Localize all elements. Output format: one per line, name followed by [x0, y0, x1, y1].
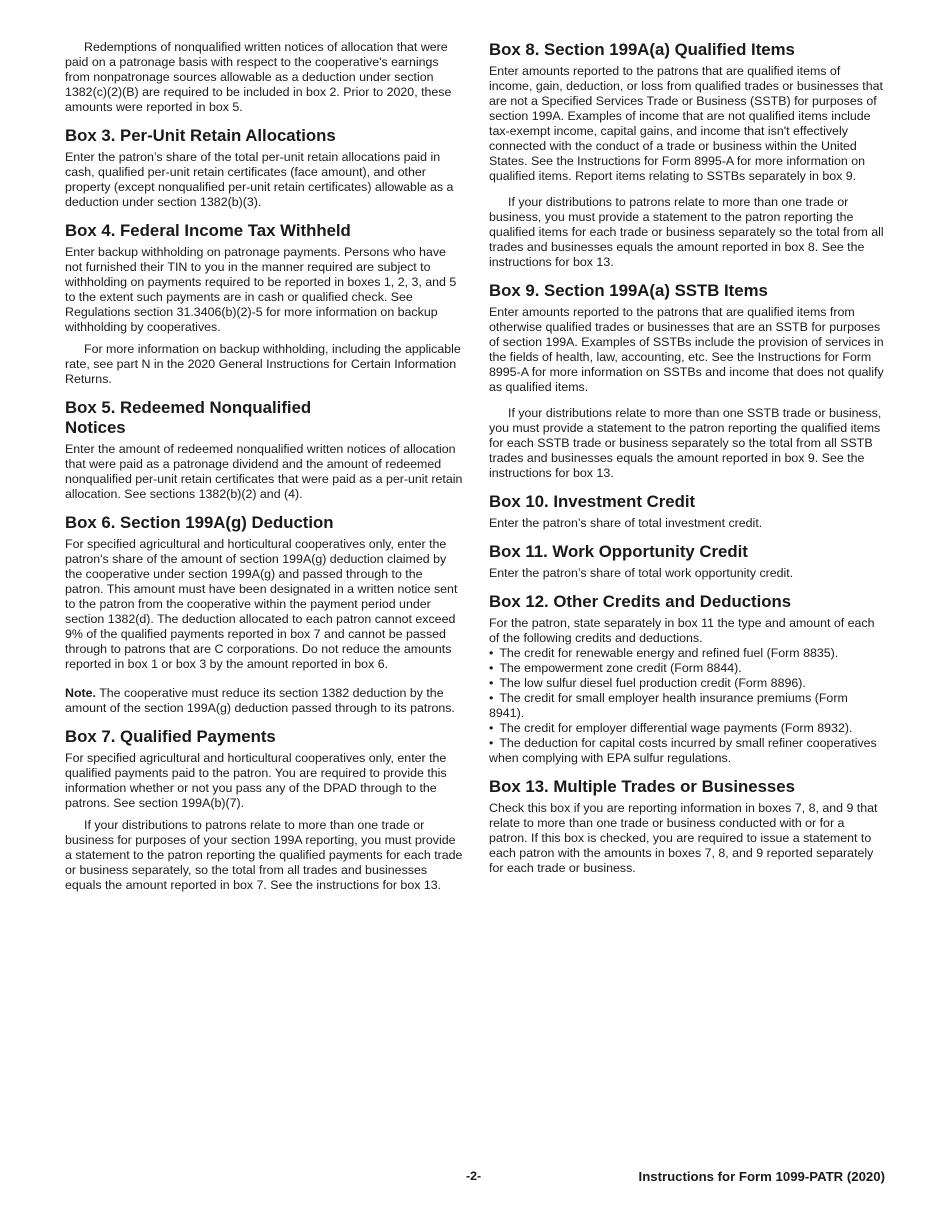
- box6-note: [65, 686, 463, 716]
- box5-heading-line1: Box 5. Redeemed Nonqualified: [65, 398, 312, 417]
- box8-paragraph-2: If your distributions to patrons relate to more than one trade or business, you must provide a statement to the patron reporting the qualified items for each trade or business separately so the total from all trades and businesses equals the amount reported in box 8. See the instructions for box 13.: [489, 195, 884, 269]
- right-column: [489, 40, 885, 883]
- page-number: -2-: [466, 1169, 482, 1183]
- box12-heading: Box 12. Other Credits and Deductions: [489, 592, 792, 611]
- box3-paragraph: Enter the patron’s share of the total per-unit retain allocations paid in cash, qualified per-unit retain certificates (face amount), and other property (except nonqualified per-unit retain certificates) allowable as a deduction under section 1382(b)(3).: [65, 150, 454, 209]
- box7-paragraph-2: If your distributions to patrons relate to more than one trade or business for purposes of your section 199A reporting, you must provide a statement to the patron reporting the qualified payments for each trade or business separately, so the total from all trades and businesses equals the amount reported in box 7. See the instructions for box 13.: [65, 818, 463, 892]
- box5-paragraph: Enter the amount of redeemed nonqualified written notices of allocation that were paid as a patronage dividend and the amount of redeemed nonqualified per-unit retain certificates that were paid as a per-unit retain allocation. See sections 1382(b)(2) and (4).: [65, 442, 463, 501]
- list-item: • The credit for renewable energy and refined fuel (Form 8835).: [489, 646, 885, 661]
- note-text: The cooperative must reduce its section 1382 deduction by the amount of the section 199A(g) deduction passed through to its patrons.: [65, 686, 455, 715]
- box9-paragraph-1: Enter amounts reported to the patrons that are qualified items from otherwise qualified trades or businesses that are an SSTB for purposes of section 199A. Examples of SSTBs include the provision of services in the fields of health, law, accounting, etc. See the Instructions for Form 8995-A for more information on SSTBs and income that does not qualify as qualified items.: [489, 305, 884, 394]
- box6-paragraph: For specified agricultural and horticultural cooperatives only, enter the patron's share of the amount of section 199A(g) deduction claimed by the cooperative under section 199A(g) and passed through to the patron. This amount must have been designated in a written notice sent to the patron from the cooperative within the payment period under section 1382(d). The deduction allocated to each patron cannot exceed 9% of the qualified payments reported in box 7 and cannot be passed through to patrons that are C corporations. Do not reduce the amounts reported in box 1 or box 3 by the amount reported in box 6.: [65, 537, 458, 671]
- box4-paragraph-1: Enter backup withholding on patronage payments. Persons who have not furnished their TIN to you in the manner required are subject to withholding on payments required to be reported in boxes 1, 2, 3, and 5 to the extent such payments are in cash or qualified check. See Regulations section 31.3406(b)(2)-5 for more information on backup withholding by cooperatives.: [65, 245, 457, 334]
- document-title: Instructions for Form 1099-PATR (2020): [638, 1169, 885, 1184]
- box9-heading: Box 9. Section 199A(a) SSTB Items: [489, 281, 768, 300]
- box12-bullet-list: [489, 646, 885, 766]
- box13-paragraph: Check this box if you are reporting information in boxes 7, 8, and 9 that relate to more than one trade or business conducted with or for a patron. If this box is checked, you are required to issue a statement to each patron with the amounts in boxes 7, 8, and 9 reported separately for each trade or business.: [489, 801, 878, 875]
- box8-heading: Box 8. Section 199A(a) Qualified Items: [489, 40, 795, 59]
- left-column: [65, 40, 463, 900]
- box9-paragraph-2: If your distributions relate to more than one SSTB trade or business, you must provide a statement to the patron reporting the qualified items for each SSTB trade or business separately so the total from all SSTB trades and businesses equals the amount reported in box 9. See the instructions for box 13.: [489, 406, 882, 480]
- box4-heading: Box 4. Federal Income Tax Withheld: [65, 221, 351, 240]
- box6-heading: Box 6. Section 199A(g) Deduction: [65, 513, 334, 532]
- box13-heading: Box 13. Multiple Trades or Businesses: [489, 777, 795, 796]
- intro-paragraph: Redemptions of nonqualified written notices of allocation that were paid on a patronage basis with respect to the cooperative's earnings from nonpatronage sources allowable as a deduction under section 1382(c)(2)(B) are required to be included in box 2. Prior to 2020, these amounts were reported in box 5.: [65, 40, 452, 114]
- box3-heading: Box 3. Per-Unit Retain Allocations: [65, 126, 336, 145]
- box4-paragraph-2: For more information on backup withholding, including the applicable rate, see part N in the 2020 General Instructions for Certain Information Returns.: [65, 342, 461, 386]
- list-item: • The credit for small employer health insurance premiums (Form 8941).: [489, 691, 885, 721]
- box7-heading: Box 7. Qualified Payments: [65, 727, 276, 746]
- box11-heading: Box 11. Work Opportunity Credit: [489, 542, 748, 561]
- box8-paragraph-1: Enter amounts reported to the patrons that are qualified items of income, gain, deduction, or loss from qualified trades or businesses that are not a Specified Services Trade or Business (SSTB) for purposes of section 199A. Examples of income that are not qualified items include tax-exempt income, capital gains, and income that isn't effectively connected with the conduct of a trade or business within the United States. See the Instructions for Form 8995-A for more information on qualified items. Report items relating to SSTBs separately in box 9.: [489, 64, 883, 183]
- box10-heading: Box 10. Investment Credit: [489, 492, 696, 511]
- box11-paragraph: Enter the patron’s share of total work opportunity credit.: [489, 566, 794, 580]
- box5-heading: [65, 398, 463, 438]
- list-item: • The empowerment zone credit (Form 8844).: [489, 661, 885, 676]
- box12-paragraph: For the patron, state separately in box 11 the type and amount of each of the following credits and deductions.: [489, 616, 875, 645]
- box10-paragraph: Enter the patron’s share of total investment credit.: [489, 516, 763, 530]
- list-item: • The deduction for capital costs incurred by small refiner cooperatives when complying with EPA sulfur regulations.: [489, 736, 885, 766]
- note-label: Note.: [65, 686, 96, 700]
- list-item: • The low sulfur diesel fuel production credit (Form 8896).: [489, 676, 885, 691]
- box5-heading-line2: Notices: [65, 418, 126, 437]
- list-item: • The credit for employer differential wage payments (Form 8932).: [489, 721, 885, 736]
- box7-paragraph-1: For specified agricultural and horticultural cooperatives only, enter the qualified payments paid to the patron. You are required to provide this information whether or not you pass any of the DPAD through to the patrons. See section 199A(b)(7).: [65, 751, 447, 810]
